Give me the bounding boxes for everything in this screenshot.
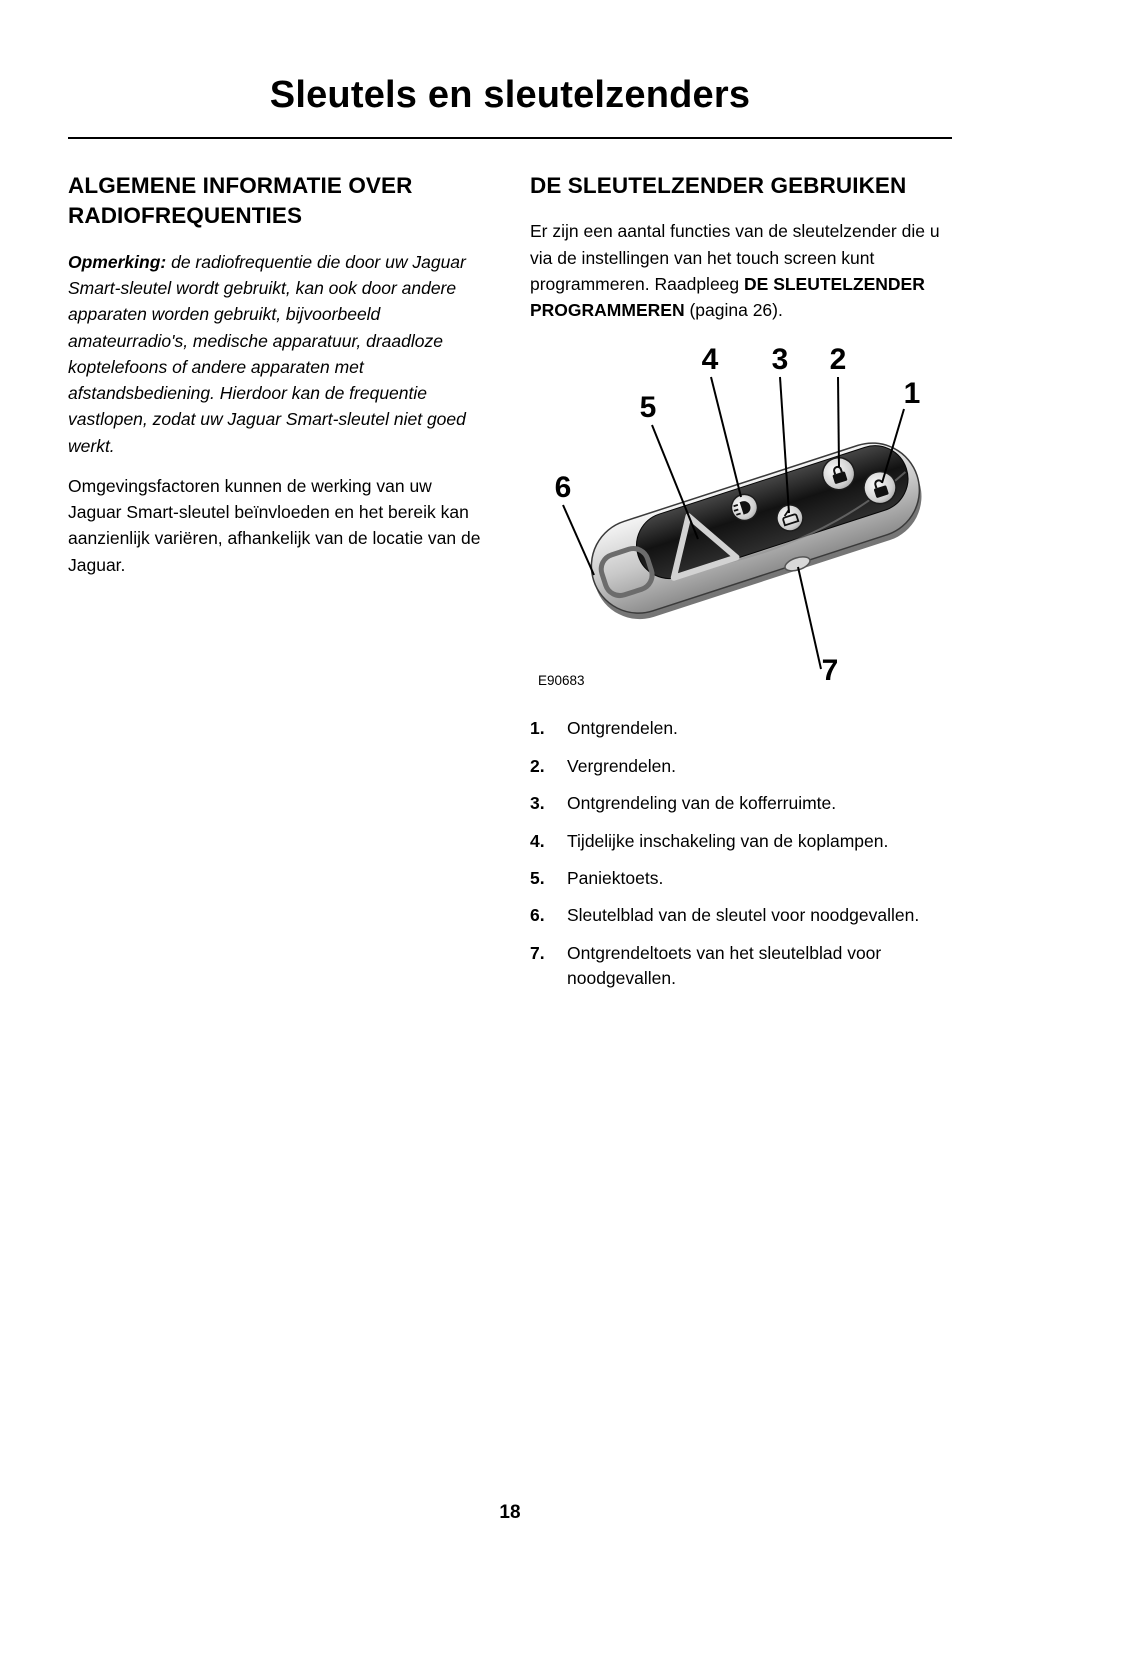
list-item (530, 829, 952, 854)
callout-line-2 (838, 377, 839, 467)
list-item (530, 791, 952, 816)
list-item (530, 866, 952, 891)
remote-functions-list (530, 716, 952, 991)
list-item-text: Ontgrendelen. (567, 718, 678, 739)
list-item (530, 941, 952, 992)
two-column-layout (68, 171, 952, 1003)
callout-line-4 (711, 377, 741, 497)
page-number: 18 (499, 1502, 521, 1523)
callout-number-6: 6 (554, 471, 572, 505)
key-fob (579, 431, 933, 631)
list-item (530, 716, 952, 741)
figure-code: E90683 (538, 673, 585, 689)
callout-line-6 (563, 505, 594, 575)
list-item (530, 754, 952, 779)
list-item-text: Tijdelijke inschakeling van de koplampen. (567, 830, 889, 851)
list-item-number: 2. (530, 755, 545, 776)
page-title: Sleutels en sleutelzenders (269, 74, 751, 116)
list-item-text: Ontgrendeling van de kofferruimte. (567, 793, 837, 814)
note-text: de radiofrequentie die door uw Jaguar Smart-sleutel wordt gebruikt, kan ook door andere apparaten worden gebruikt, bijvoorbeeld amateurradio's, medische apparatuur, draadloze koptelefoons of andere apparaten met afstandsbediening. Hierdoor kan de frequentie vastlopen, zodat uw Jaguar Smart-sleutel niet goed werkt. (68, 251, 466, 456)
callout-number-2: 2 (829, 343, 847, 377)
environment-paragraph: Omgevingsfactoren kunnen de werking van uw Jaguar Smart-sleutel beïnvloeden en het bereik kan aanzienlijk variëren, afhankelijk van de locatie van de Jaguar. (68, 475, 481, 575)
callout-line-7 (798, 567, 821, 669)
list-item-number: 6. (530, 905, 545, 926)
callout-number-1: 1 (903, 377, 921, 411)
list-item-text: Ontgrendeltoets van het sleutelblad voor noodgevallen. (567, 942, 882, 988)
list-item-text: Sleutelblad van de sleutel voor noodgevallen. (567, 905, 920, 926)
callout-number-4: 4 (701, 343, 719, 377)
intro-paragraph (530, 218, 952, 323)
callout-number-7: 7 (821, 654, 839, 688)
note-label: Opmerking: (68, 251, 167, 272)
intro-text-1: Er zijn een aantal functies van de sleutelzender die u via de instellingen van het touch screen kunt programmeren. Raadpleeg (530, 221, 940, 294)
list-item (530, 903, 952, 928)
list-item-text: Paniektoets. (567, 867, 664, 888)
list-item-number: 7. (530, 942, 545, 963)
section-heading-remote-use: DE SLEUTELZENDER GEBRUIKEN (530, 173, 907, 198)
left-column (68, 171, 485, 1003)
right-column (530, 171, 952, 1003)
page-content (68, 0, 952, 1003)
list-item-text: Vergrendelen. (567, 755, 676, 776)
list-item-number: 1. (530, 718, 545, 739)
list-item-number: 4. (530, 830, 545, 851)
intro-cross-reference: DE SLEUTELZENDER PROGRAMMEREN (530, 273, 925, 321)
callout-number-5: 5 (639, 391, 657, 425)
figure (530, 337, 952, 696)
list-item-number: 3. (530, 793, 545, 814)
list-item-number: 5. (530, 867, 545, 888)
section-heading-radiofrequencies: ALGEMENE INFORMATIE OVER RADIOFREQUENTIES (68, 173, 413, 229)
title-rule (68, 137, 952, 139)
radio-frequency-note (68, 249, 485, 459)
key-fob-illustration (530, 337, 950, 691)
intro-text-2: (pagina 26). (684, 300, 783, 321)
callout-number-3: 3 (771, 343, 789, 377)
